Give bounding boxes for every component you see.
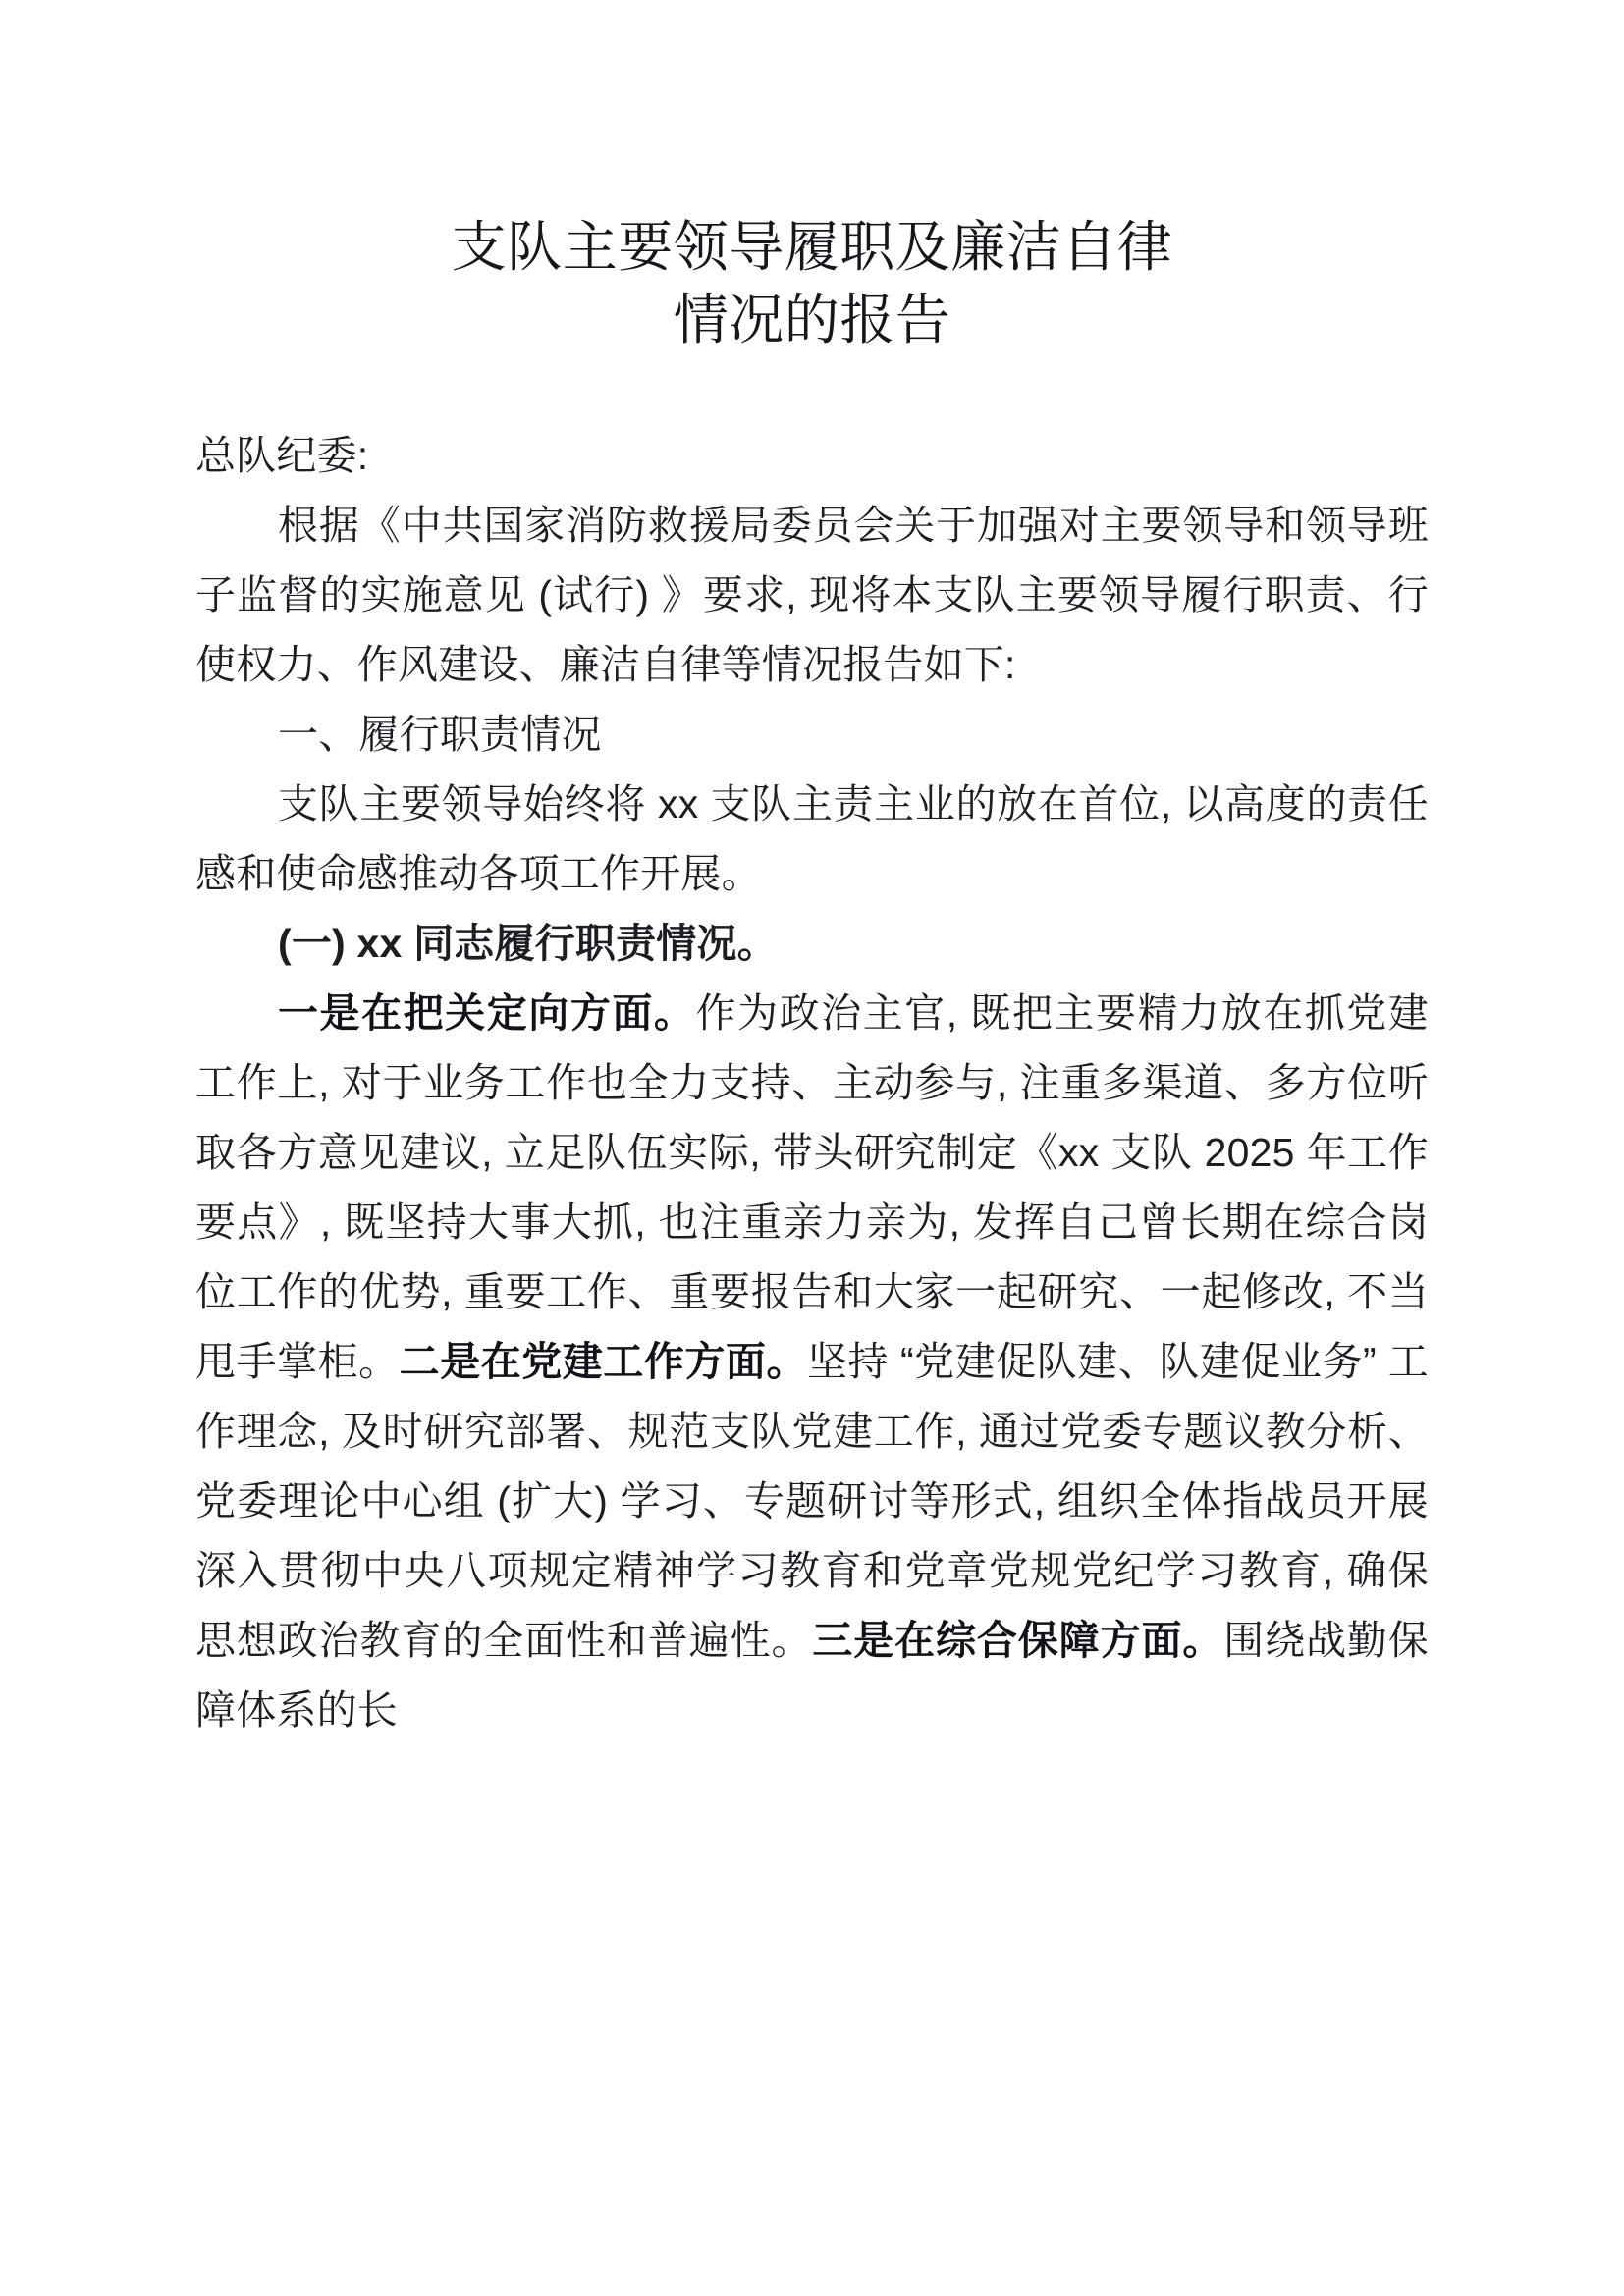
paragraph-duties-detail — [195, 979, 1429, 1745]
document-content — [195, 0, 1429, 1745]
bold-lead-one: 一是在把关定向方面。 — [278, 990, 696, 1036]
section-heading-one: 一、履行职责情况 — [278, 712, 602, 757]
segment-two: 坚持 “党建促队建、队建促业务” 工作理念, 及时研究部署、规范支队党建工作, 通过党委专题议教分析、党委理论中心组 (扩大) 学习、专题研讨等形式, 组织全体指战员开展深入贯彻中央八项规定精神学习教育和党章党规党纪学习教育, 确保思想政治教育的全面性和普遍性。 — [195, 1339, 1430, 1663]
title-line-2: 情况的报告 — [673, 289, 951, 350]
subsection-heading-one: (一) xx 同志履行职责情况。 — [278, 921, 778, 966]
salutation: 总队纪委: — [195, 433, 369, 478]
segment-one: 作为政治主官, 既把主要精力放在抓党建工作上, 对于业务工作也全力支持、主动参与, 注重多渠道、多方位听取各方意见建议, 立足队伍实际, 带头研究制定《xx 支队 2025 年工作要点》, 既坚持大事大抓, 也注重亲力亲为, 发挥自己曾长期在综合岗位工作的优势, 重要工作、重要报告和大家一起研究、一起修改, 不当甩手掌柜。 — [195, 990, 1429, 1384]
bold-lead-three: 三是在综合保障方面。 — [812, 1618, 1224, 1663]
bold-lead-two: 二是在党建工作方面。 — [399, 1339, 807, 1384]
title-line-1: 支队主要领导履职及廉洁自律 — [451, 216, 1173, 278]
document-body — [195, 421, 1429, 1745]
paragraph-basis: 根据《中共国家消防救援局委员会关于加强对主要领导和领导班子监督的实施意见 (试行) 》要求, 现将本支队主要领导履行职责、行使权力、作风建设、廉洁自律等情况报告如下: — [195, 503, 1429, 687]
segment-three: 围绕战勤保障体系的长 — [195, 1618, 1430, 1733]
paragraph-overview: 支队主要领导始终将 xx 支队主责主业的放在首位, 以高度的责任感和使命感推动各项工作开展。 — [195, 781, 1429, 896]
page-title — [195, 0, 1429, 356]
